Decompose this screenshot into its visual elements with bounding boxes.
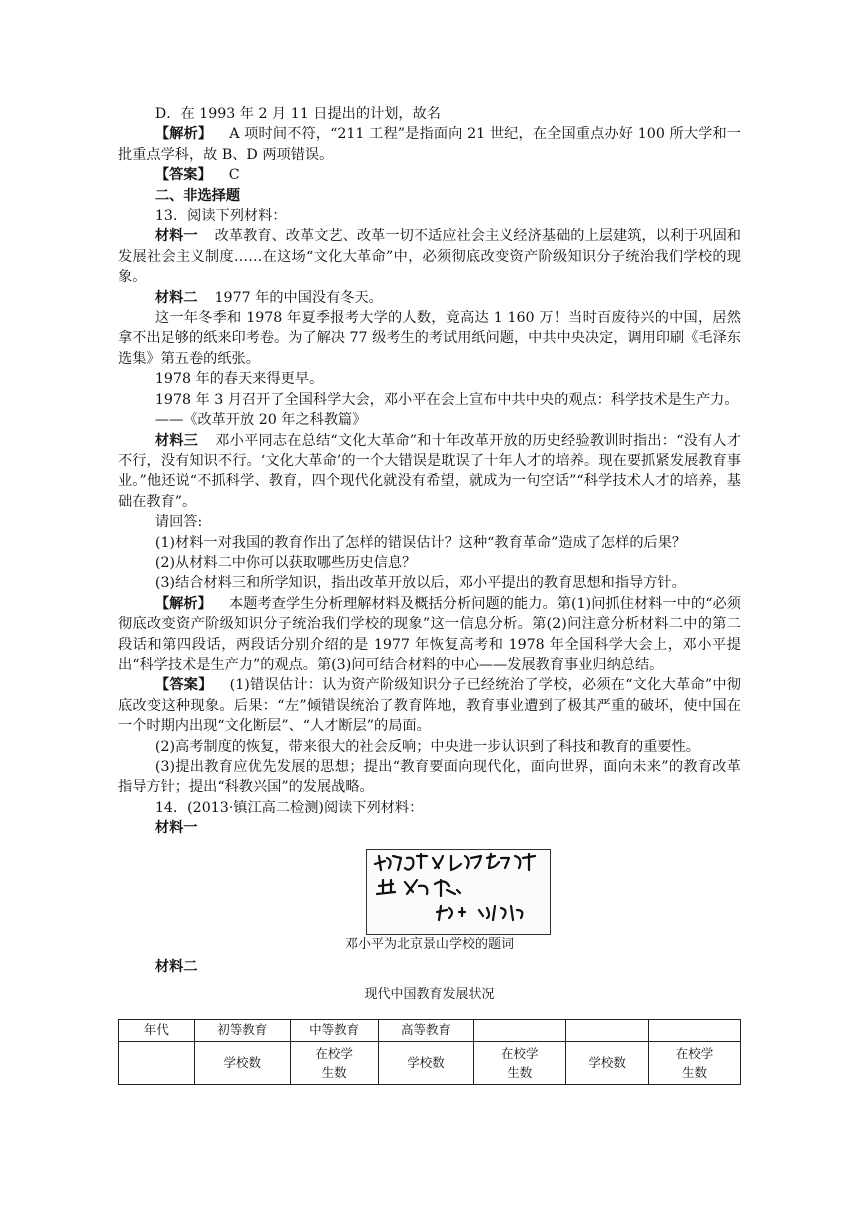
material-3-text: 邓小平同志在总结“文化大革命”和十年改革开放的历史经验教训时指出：“没有人才不行，没有知识不行。‘文化大革命’的一个大错误是耽误了十年人才的培养。现在要抓紧发展教育事业。”他还说“不抓科学、教育，四个现代化就没有希望，就成为一句空话”“科学技术人才的培养，基础在教育”。 bbox=[118, 432, 741, 510]
analysis-label: 【解析】 bbox=[154, 126, 213, 143]
please-answer: 请回答: bbox=[154, 514, 203, 531]
material-2-p1: 这一年冬季和 1978 年夏季报考大学的人数，竟高达 1 160 万！当时百废待兴的中国，居然拿不出足够的纸来印考卷。为了解决 77 级考生的考试用纸问题，中共中央决定，调用印刷《毛泽东选集》第五卷的纸张。 bbox=[118, 310, 741, 367]
table-cell-text: 在校学生数 bbox=[675, 1045, 714, 1080]
table-cell bbox=[474, 1020, 566, 1041]
table-cell bbox=[119, 1041, 195, 1084]
calligraphy-strokes bbox=[367, 850, 550, 934]
answer-12-text: C bbox=[228, 167, 240, 184]
answer-label: 【答案】 bbox=[154, 677, 213, 694]
section-heading: 二、非选择题 bbox=[154, 187, 241, 204]
table-caption: 现代中国教育发展状况 bbox=[364, 987, 495, 1003]
calligraphy-inscription-image bbox=[366, 849, 551, 935]
figure-caption: 邓小平为北京景山学校的题词 bbox=[344, 936, 514, 952]
education-table bbox=[118, 1019, 741, 1084]
material-2-p2: 1978 年的春天来得更早。 bbox=[154, 371, 324, 388]
table-header-row bbox=[119, 1020, 741, 1041]
analysis-12 bbox=[118, 124, 741, 165]
material-14-2-label: 材料二 bbox=[154, 958, 198, 975]
table-cell: 学校数 bbox=[566, 1041, 649, 1084]
answer-13-2: (2)高考制度的恢复，带来很大的社会反响；中央进一步认识到了科技和教育的重要性。 bbox=[154, 738, 700, 755]
table-cell bbox=[566, 1020, 649, 1041]
table-cell: 初等教育 bbox=[194, 1020, 290, 1041]
answer-13-1-text: (1)错误估计：认为资产阶级知识分子已经统治了学校，必须在“文化大革命”中彻底改变这种现象。后果：“左”倾错误统治了教育阵地，教育事业遭到了极其严重的破坏，使中国在一个时期内出现“文化断层”、“人才断层”的局面。 bbox=[118, 677, 741, 735]
answer-12 bbox=[118, 165, 741, 185]
material-1-label: 材料一 bbox=[154, 228, 198, 245]
analysis-12-text: A 项时间不符，“211 工程”是指面向 21 世纪，在全国重点办好 100 所大学和一批重点学科，故 B、D 两项错误。 bbox=[118, 126, 741, 163]
document-page bbox=[118, 104, 741, 1085]
table-cell: 高等教育 bbox=[378, 1020, 474, 1041]
table-cell bbox=[290, 1041, 378, 1084]
material-2-headline: 1977 年的中国没有冬天。 bbox=[214, 289, 383, 306]
sub-question-1: (1)材料一对我国的教育作出了怎样的错误估计？这种“教育革命”造成了怎样的后果？ bbox=[154, 534, 687, 551]
material-2-title bbox=[118, 288, 741, 308]
material-1-text: 改革教育、改革文艺、改革一切不适应社会主义经济基础的上层建筑，以利于巩固和发展社会主义制度……在这场“文化大革命”中，必须彻底改变资产阶级知识分子统治我们学校的现象。 bbox=[118, 228, 741, 286]
table-cell-text: 在校学生数 bbox=[315, 1045, 353, 1080]
analysis-13-text: 本题考查学生分析理解材料及概括分析问题的能力。第(1)问抓住材料一中的“必须彻底改变资产阶级知识分子统治我们学校的现象”这一信息分析。第(2)问注意分析材料二中的第二段话和第四段话，两段话分别介绍的是 1977 年恢复高考和 1978 年全国科学大会上，邓小平提出“科学技术是生产力”的观点。第(3)问可结合材料的中心——发展教育事业归纳总结。 bbox=[118, 595, 741, 673]
table-cell bbox=[649, 1020, 741, 1041]
answer-label: 【答案】 bbox=[154, 167, 212, 184]
table-cell bbox=[474, 1041, 566, 1084]
table-cell: 中等教育 bbox=[290, 1020, 378, 1041]
material-3 bbox=[118, 431, 741, 513]
table-row bbox=[119, 1041, 741, 1084]
answer-13-3: (3)提出教育应优先发展的思想；提出“教育要面向现代化，面向世界，面向未来”的教育改革指导方针；提出“科教兴国”的发展战略。 bbox=[118, 759, 741, 796]
table-cell: 学校数 bbox=[378, 1041, 474, 1084]
material-2-source: ——《改革开放 20 年之科教篇》 bbox=[154, 412, 367, 429]
table-cell bbox=[649, 1041, 741, 1084]
sub-question-3: (3)结合材料三和所学知识，指出改革开放以后，邓小平提出的教育思想和指导方针。 bbox=[154, 575, 686, 592]
analysis-label: 【解析】 bbox=[154, 595, 212, 612]
answer-13-1 bbox=[118, 675, 741, 736]
material-2-p3: 1978 年 3 月召开了全国科学大会，邓小平在会上宣布中共中央的观点：科学技术是生产力。 bbox=[154, 391, 739, 408]
question-13: 13．阅读下列材料： bbox=[154, 208, 287, 225]
material-14-1-label: 材料一 bbox=[154, 820, 198, 837]
material-3-label: 材料三 bbox=[154, 432, 199, 449]
sub-question-2: (2)从材料二中你可以获取哪些历史信息？ bbox=[154, 554, 417, 571]
table-cell: 学校数 bbox=[194, 1041, 290, 1084]
material-2-label: 材料二 bbox=[154, 289, 198, 306]
option-d: D．在 1993 年 2 月 11 日提出的计划，故名 bbox=[154, 106, 441, 122]
material-1 bbox=[118, 226, 741, 287]
analysis-13 bbox=[118, 594, 741, 676]
table-cell-text: 在校学生数 bbox=[501, 1045, 539, 1080]
question-14: 14．(2013·镇江高二检测)阅读下列材料： bbox=[154, 799, 424, 816]
inscription-figure bbox=[118, 847, 741, 955]
table-cell: 年代 bbox=[119, 1020, 195, 1041]
